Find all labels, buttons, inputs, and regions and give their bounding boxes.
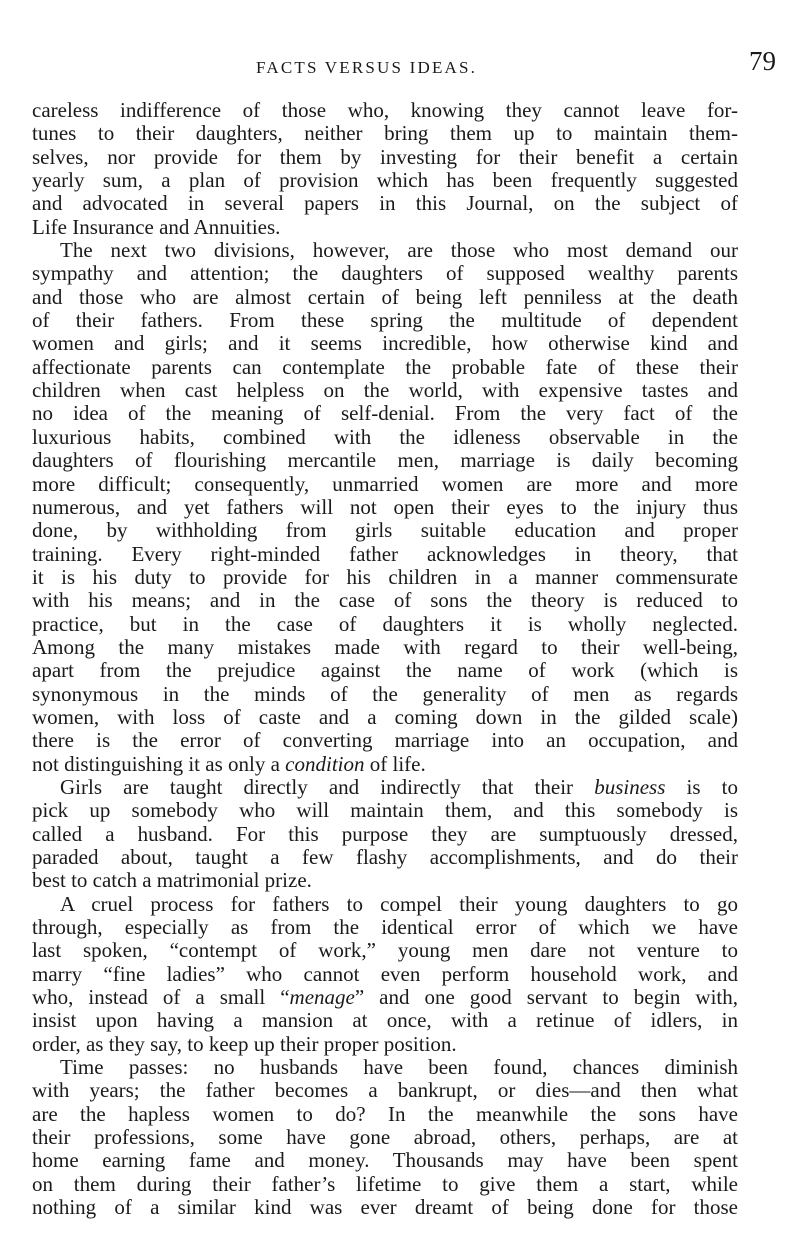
text-line: affectionate parents can contemplate the probable fate of these their <box>32 354 738 379</box>
text-run: ” and one good servant to begin with, <box>354 985 739 1010</box>
text-line-with-italic <box>32 776 738 799</box>
text-line: synonymous in the minds of the generality of men as regards <box>32 681 738 706</box>
italic-emphasis: business <box>594 774 666 799</box>
text-line: selves, nor provide for them by investing for their benefit a certain <box>32 144 738 169</box>
text-line: yearly sum, a plan of provision which has been frequently suggested <box>32 168 738 193</box>
text-line: are the hapless women to do? In the meanwhile the sons have <box>32 1101 738 1126</box>
body-text <box>32 99 738 1220</box>
text-line: numerous, and yet fathers will not open their eyes to the injury thus <box>32 494 738 519</box>
text-line: practice, but in the case of daughters it is wholly neglected. <box>32 611 738 636</box>
text-run: Girls are taught directly and indirectly that their <box>60 774 595 799</box>
text-line: best to catch a matrimonial prize. <box>32 868 312 893</box>
text-run: not distinguishing it as only a <box>32 751 286 776</box>
text-line: The next two divisions, however, are those who most demand our <box>60 238 738 263</box>
text-run: of life. <box>364 751 426 776</box>
text-line: daughters of flourishing mercantile men, marriage is daily becoming <box>32 448 738 473</box>
text-line-with-italic <box>32 753 738 776</box>
text-line-with-italic <box>32 986 738 1009</box>
text-line: it is his duty to provide for his children in a manner commensurate <box>32 564 738 589</box>
text-run: is to <box>665 774 739 799</box>
text-line: their professions, some have gone abroad, others, perhaps, are at <box>32 1125 738 1150</box>
text-line: insist upon having a mansion at once, with a retinue of idlers, in <box>32 1008 738 1033</box>
text-line: luxurious habits, combined with the idleness observable in the <box>32 424 738 449</box>
text-line: tunes to their daughters, neither bring them up to maintain them- <box>32 121 738 146</box>
text-line: training. Every right-minded father acknowledges in theory, that <box>32 541 738 566</box>
text-line: Among the many mistakes made with regard to their well-being, <box>32 634 738 659</box>
text-line: careless indifference of those who, knowing they cannot leave for- <box>32 98 738 122</box>
text-line: order, as they say, to keep up their proper position. <box>32 1031 457 1056</box>
text-line: pick up somebody who will maintain them, and this somebody is <box>32 798 738 823</box>
text-line: called a husband. For this purpose they are sumptuously dressed, <box>32 821 738 846</box>
italic-emphasis: condition <box>285 751 365 776</box>
running-title: FACTS VERSUS IDEAS. <box>256 58 478 77</box>
text-line: done, by withholding from girls suitable education and proper <box>32 518 738 543</box>
text-line: on them during their father’s lifetime to give them a start, while <box>32 1171 738 1196</box>
text-line: and advocated in several papers in this Journal, on the subject of <box>32 191 738 216</box>
page-number: 79 <box>749 46 776 76</box>
text-line: and those who are almost certain of being left penniless at the death <box>32 284 738 309</box>
text-line: children when cast helpless on the world, with expensive tastes and <box>32 378 738 403</box>
text-line: no idea of the meaning of self-denial. From the very fact of the <box>32 401 738 426</box>
text-line: with years; the father becomes a bankrupt, or dies—and then what <box>32 1078 738 1103</box>
text-line: of their fathers. From these spring the multitude of dependent <box>32 308 738 333</box>
text-line: nothing of a similar kind was ever dreamt of being done for those <box>32 1195 738 1220</box>
text-line: there is the error of converting marriage into an occupation, and <box>32 728 738 753</box>
text-line: A cruel process for fathers to compel their young daughters to go <box>60 891 738 916</box>
running-head <box>0 46 776 86</box>
text-line: Life Insurance and Annuities. <box>32 214 281 239</box>
text-line: more difficult; consequently, unmarried women are more and more <box>32 471 738 496</box>
text-line: with his means; and in the case of sons the theory is reduced to <box>32 588 738 613</box>
text-line: marry “fine ladies” who cannot even perform household work, and <box>32 961 738 986</box>
text-line: apart from the prejudice against the name of work (which is <box>32 658 738 683</box>
text-line: home earning fame and money. Thousands may have been spent <box>32 1148 738 1173</box>
text-line: last spoken, “contempt of work,” young men dare not venture to <box>32 938 738 963</box>
text-line: paraded about, taught a few flashy accomplishments, and do their <box>32 845 738 869</box>
italic-emphasis: menage <box>289 985 355 1010</box>
text-line: women and girls; and it seems incredible, how otherwise kind and <box>32 331 738 356</box>
text-line: women, with loss of caste and a coming down in the gilded scale) <box>32 704 738 729</box>
text-line: Time passes: no husbands have been found, chances diminish <box>60 1055 738 1080</box>
text-run: who, instead of a small “ <box>32 985 290 1010</box>
text-line: through, especially as from the identical error of which we have <box>32 915 738 940</box>
text-line: sympathy and attention; the daughters of supposed wealthy parents <box>32 261 738 286</box>
